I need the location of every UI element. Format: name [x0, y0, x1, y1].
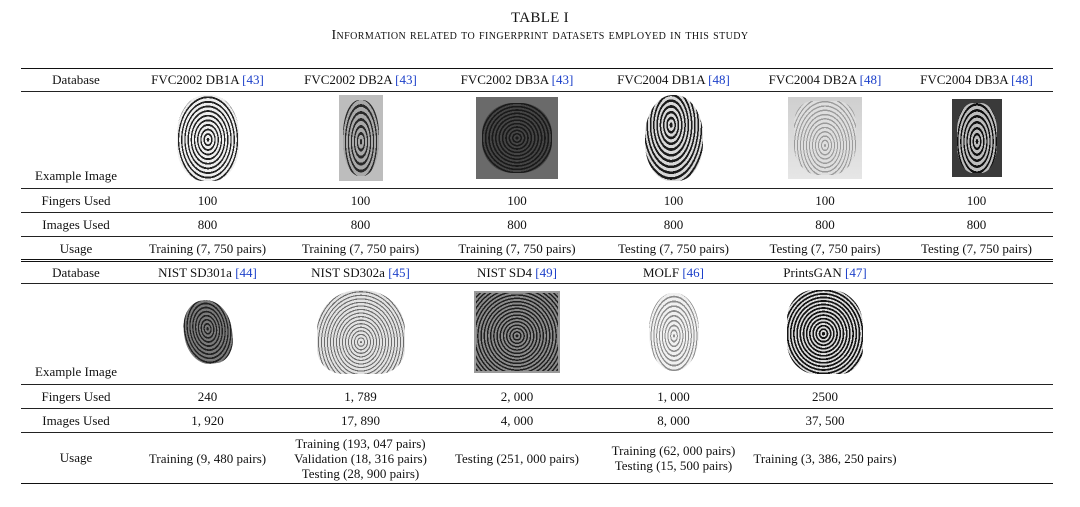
usage-line: Training (62, 000 pairs)	[611, 443, 736, 458]
image-cell	[131, 284, 284, 385]
image-cell	[437, 284, 597, 385]
database-name: FVC2004 DB1A	[617, 72, 705, 87]
table-row	[21, 213, 1053, 237]
citation-link[interactable]: [48]	[1011, 72, 1033, 87]
database-cell	[131, 69, 284, 92]
usage-line: Training (3, 386, 250 pairs)	[753, 450, 897, 466]
fingerprint-image	[476, 97, 558, 179]
image-cell	[437, 92, 597, 189]
image-cell	[597, 92, 750, 189]
table-cell	[437, 433, 597, 484]
datasets-table-bottom	[21, 259, 1053, 484]
image-cell	[284, 92, 437, 189]
table-cell: Testing (7, 750 pairs)	[617, 240, 729, 256]
fingerprint-image	[788, 97, 862, 179]
datasets-table-top	[21, 68, 1053, 261]
table-cell: 800	[597, 213, 750, 237]
usage-line: Testing (28, 900 pairs)	[301, 465, 420, 481]
database-cell	[597, 69, 750, 92]
image-cell	[131, 92, 284, 189]
database-name: FVC2002 DB3A	[460, 72, 549, 87]
table-cell: Training (7, 750 pairs)	[148, 240, 267, 256]
fingerprint-image	[952, 99, 1002, 177]
table-cell: 100	[131, 189, 284, 213]
table-cell: 100	[597, 189, 750, 213]
database-cell	[284, 69, 437, 92]
empty-cell	[900, 409, 1053, 433]
database-name: FVC2004 DB3A	[920, 72, 1008, 87]
fingerprint-image	[649, 293, 699, 371]
table-cell: Testing (7, 750 pairs)	[769, 240, 881, 256]
database-cell	[900, 69, 1053, 92]
database-name: NIST SD4	[477, 264, 533, 280]
table-row	[21, 433, 1053, 484]
row-label-database: Database	[21, 69, 131, 92]
usage-line: Testing (15, 500 pairs)	[614, 458, 733, 473]
row-label-fingers-used: Fingers Used	[21, 189, 131, 213]
table-row	[21, 189, 1053, 213]
table-cell: 1, 920	[131, 409, 284, 433]
empty-cell	[900, 385, 1053, 409]
citation-link[interactable]: [48]	[708, 72, 730, 87]
table-row	[21, 261, 1053, 284]
table-cell: Testing (7, 750 pairs)	[920, 240, 1032, 256]
database-name: FVC2004 DB2A	[768, 72, 857, 87]
table-cell	[597, 433, 750, 484]
database-name: FVC2002 DB2A	[304, 72, 392, 87]
table-cell: 1, 789	[284, 385, 437, 409]
table-cell: 800	[900, 213, 1053, 237]
table-cell	[750, 433, 900, 484]
table-cell: 1, 000	[597, 385, 750, 409]
table-row	[21, 69, 1053, 92]
table-row	[21, 385, 1053, 409]
citation-link[interactable]: [46]	[682, 264, 705, 280]
fingerprint-image	[317, 290, 405, 374]
citation-link[interactable]: [49]	[535, 264, 557, 280]
database-name: NIST SD301a	[158, 264, 232, 280]
table-cell: 100	[750, 189, 900, 213]
table-cell: 37, 500	[750, 409, 900, 433]
row-label-example-image: Example Image	[21, 92, 131, 189]
fingerprint-image	[474, 291, 560, 373]
table-row	[21, 237, 1053, 261]
citation-link[interactable]: [43]	[551, 72, 574, 87]
table-cell: 800	[131, 213, 284, 237]
table-cell: 2500	[750, 385, 900, 409]
citation-link[interactable]: [43]	[395, 72, 417, 87]
row-label-example-image: Example Image	[21, 284, 131, 385]
table-cell: 800	[437, 213, 597, 237]
empty-cell	[900, 261, 1053, 284]
table-cell: 17, 890	[284, 409, 437, 433]
table-cell: 100	[437, 189, 597, 213]
database-name: FVC2002 DB1A	[151, 72, 239, 87]
fingerprint-image	[184, 300, 232, 364]
citation-link[interactable]: [47]	[845, 264, 867, 280]
table-cell: 800	[750, 213, 900, 237]
table-cell: 100	[284, 189, 437, 213]
citation-link[interactable]: [48]	[859, 72, 882, 87]
row-label-usage: Usage	[59, 240, 93, 256]
database-name: NIST SD302a	[311, 264, 385, 280]
database-cell	[437, 261, 597, 284]
database-name: PrintsGAN	[783, 264, 842, 280]
citation-link[interactable]: [44]	[235, 264, 257, 280]
table-row	[21, 92, 1053, 189]
fingerprint-image	[339, 95, 383, 181]
row-label-images-used: Images Used	[21, 409, 131, 433]
image-cell	[750, 284, 900, 385]
fingerprint-image	[787, 290, 863, 374]
table-cell: 100	[900, 189, 1053, 213]
row-label-fingers-used: Fingers Used	[21, 385, 131, 409]
database-cell	[750, 261, 900, 284]
row-label-usage: Usage	[59, 450, 93, 465]
fingerprint-image	[177, 95, 239, 181]
empty-cell	[900, 284, 1053, 385]
citation-link[interactable]: [43]	[242, 72, 264, 87]
usage-line: Training (9, 480 pairs)	[148, 450, 267, 466]
usage-line: Validation (18, 316 pairs)	[294, 450, 427, 466]
database-name: MOLF	[642, 264, 680, 280]
table-cell	[284, 433, 437, 484]
table-cell: 2, 000	[437, 385, 597, 409]
table-row	[21, 409, 1053, 433]
table-cell: 800	[284, 213, 437, 237]
image-cell	[750, 92, 900, 189]
row-label-database: Database	[21, 261, 131, 284]
table-cell: 4, 000	[437, 409, 597, 433]
citation-link[interactable]: [45]	[388, 264, 410, 280]
table-cell: Training (7, 750 pairs)	[301, 240, 420, 256]
table-row	[21, 284, 1053, 385]
database-cell	[284, 261, 437, 284]
image-cell	[900, 92, 1053, 189]
table-cell: 240	[131, 385, 284, 409]
table-title: Information related to fingerprint datasets employed in this study	[331, 28, 749, 43]
database-cell	[597, 261, 750, 284]
image-cell	[597, 284, 750, 385]
table-cell: Training (7, 750 pairs)	[458, 240, 576, 256]
database-cell	[437, 69, 597, 92]
table-cell	[131, 433, 284, 484]
row-label-images-used: Images Used	[21, 213, 131, 237]
database-cell	[750, 69, 900, 92]
usage-line: Training (193, 047 pairs)	[295, 435, 426, 451]
usage-line: Testing (251, 000 pairs)	[454, 450, 579, 466]
database-cell	[131, 261, 284, 284]
empty-cell	[900, 433, 1053, 484]
table-cell: 8, 000	[597, 409, 750, 433]
image-cell	[284, 284, 437, 385]
table-number: TABLE I	[511, 10, 569, 26]
fingerprint-image	[645, 95, 703, 181]
